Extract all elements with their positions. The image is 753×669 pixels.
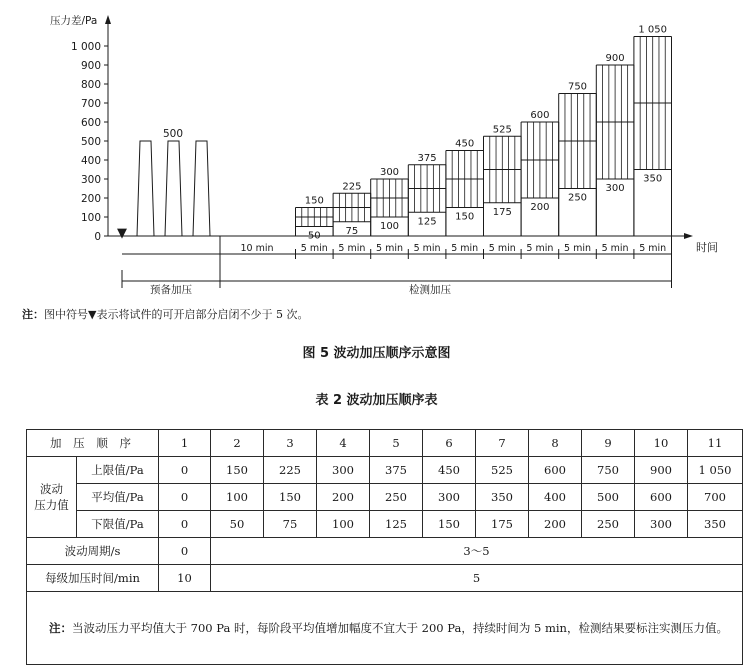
- step-cell: 10: [635, 430, 688, 457]
- upper-value-label: 150: [304, 195, 324, 207]
- table-row-mean: [27, 484, 743, 511]
- lower-value-label: 75: [345, 225, 359, 237]
- y-tick-label: 900: [80, 60, 101, 72]
- table-row-time: [27, 565, 743, 592]
- interval-label: 10 min: [240, 243, 274, 254]
- step-cell: 4: [317, 430, 370, 457]
- time-rest: 5: [211, 565, 743, 592]
- table-row-header: [27, 430, 743, 457]
- interval-label: 5 min: [300, 243, 328, 254]
- lower-value-label: 100: [379, 221, 400, 232]
- mean-cell: 350: [476, 484, 529, 511]
- note-text: 图中符号▼表示将试件的可开启部分启闭不少于 5 次。: [44, 308, 309, 321]
- upper-cell: 150: [211, 457, 264, 484]
- step-cell: 11: [688, 430, 743, 457]
- lower-value-label: 350: [643, 173, 663, 185]
- lower-cell: 0: [159, 511, 211, 538]
- lower-cell: 350: [688, 511, 743, 538]
- upper-cell: 1 050: [688, 457, 743, 484]
- y-tick-label: 0: [94, 231, 101, 243]
- upper-cell: 375: [370, 457, 423, 484]
- upper-cell: 600: [529, 457, 582, 484]
- mean-cell: 500: [582, 484, 635, 511]
- time-first: 10: [159, 565, 211, 592]
- lower-value-label: 50: [307, 230, 321, 242]
- table-note-text: 当波动压力平均值大于 700 Pa 时，每阶段平均值增加幅度不宜大于 200 Pa，持续时间为 5 min，检测结果要标注实测压力值。: [72, 621, 728, 635]
- upper-value-label: 375: [417, 152, 437, 164]
- open-close-marker: ▼: [117, 226, 127, 241]
- lower-value-label: 300: [605, 183, 625, 194]
- mean-cell: 400: [529, 484, 582, 511]
- group-label-line2: 压力值: [34, 498, 69, 512]
- y-axis-arrow: [105, 15, 111, 24]
- y-tick-label: 100: [80, 212, 101, 224]
- step-cell: 8: [529, 430, 582, 457]
- chart-axes: [50, 14, 718, 254]
- interval-label: 5 min: [601, 243, 629, 254]
- y-tick-label: 1 000: [70, 41, 101, 53]
- mean-cell: 600: [635, 484, 688, 511]
- interval-label: 5 min: [488, 243, 516, 254]
- upper-label: 上限值/Pa: [77, 457, 159, 484]
- upper-value-label: 600: [530, 110, 550, 121]
- lower-value-label: 150: [455, 211, 475, 223]
- table-note-label: 注：: [49, 621, 72, 635]
- table-row-upper: [27, 457, 743, 484]
- y-tick-label: 400: [80, 155, 101, 167]
- upper-cell: 225: [264, 457, 317, 484]
- y-tick-label: 200: [80, 193, 101, 205]
- mean-cell: 100: [211, 484, 264, 511]
- x-axis-label: 时间: [696, 241, 718, 254]
- lower-cell: 125: [370, 511, 423, 538]
- step-cell: 3: [264, 430, 317, 457]
- y-tick-label: 300: [80, 174, 101, 186]
- pre-pressure-pulse: [137, 141, 154, 236]
- upper-cell: 450: [423, 457, 476, 484]
- interval-label: 5 min: [413, 243, 441, 254]
- upper-value-label: 900: [605, 53, 625, 64]
- lower-value-label: 125: [417, 216, 437, 228]
- x-axis-arrow: [684, 233, 693, 239]
- pre-pressure-label: 500: [162, 128, 184, 140]
- y-tick-label: 600: [80, 117, 101, 129]
- step-cell: 9: [582, 430, 635, 457]
- upper-cell: 900: [635, 457, 688, 484]
- time-intervals: [122, 236, 672, 296]
- period-first: 0: [159, 538, 211, 565]
- group-label: [27, 457, 77, 538]
- pressure-sequence-table: [26, 429, 743, 665]
- pressure-sequence-chart: [0, 0, 753, 300]
- interval-label: 5 min: [451, 243, 479, 254]
- lower-cell: 250: [582, 511, 635, 538]
- pre-pressure-pulse: [193, 141, 210, 236]
- lower-cell: 75: [264, 511, 317, 538]
- lower-cell: 100: [317, 511, 370, 538]
- pre-stage-label: 预备加压: [150, 284, 192, 296]
- table-caption: 表 2 波动加压顺序表: [315, 393, 438, 408]
- y-tick-label: 800: [80, 79, 101, 91]
- mean-label: 平均值/Pa: [77, 484, 159, 511]
- step-cell: 7: [476, 430, 529, 457]
- header-label: 加 压 顺 序: [27, 430, 159, 457]
- time-label: 每级加压时间/min: [27, 565, 159, 592]
- upper-value-label: 225: [342, 181, 362, 193]
- lower-cell: 300: [635, 511, 688, 538]
- interval-label: 5 min: [564, 243, 591, 254]
- upper-value-label: 1 050: [638, 24, 668, 36]
- step-cell: 5: [370, 430, 423, 457]
- upper-value-label: 525: [492, 124, 512, 136]
- lower-cell: 175: [476, 511, 529, 538]
- lower-cell: 150: [423, 511, 476, 538]
- upper-cell: 0: [159, 457, 211, 484]
- pressure-steps: [296, 25, 672, 242]
- upper-cell: 750: [582, 457, 635, 484]
- upper-cell: 525: [476, 457, 529, 484]
- step-cell: 2: [211, 430, 264, 457]
- mean-cell: 200: [317, 484, 370, 511]
- table-row-lower: [27, 511, 743, 538]
- mean-cell: 300: [423, 484, 476, 511]
- step-cell: 1: [159, 430, 211, 457]
- y-tick-label: 500: [80, 136, 101, 148]
- step-cell: 6: [423, 430, 476, 457]
- lower-value-label: 250: [567, 192, 588, 204]
- upper-cell: 300: [317, 457, 370, 484]
- mean-cell: 700: [688, 484, 743, 511]
- mean-cell: 250: [370, 484, 423, 511]
- figure-caption: 图 5 波动加压顺序示意图: [302, 346, 451, 361]
- interval-label: 5 min: [526, 243, 554, 254]
- table-row-period: [27, 538, 743, 565]
- note-label: 注：: [22, 308, 44, 321]
- lower-cell: 50: [211, 511, 264, 538]
- interval-label: 5 min: [639, 243, 667, 254]
- figure-note: [22, 306, 308, 322]
- lower-label: 下限值/Pa: [77, 511, 159, 538]
- table-row-note: [27, 592, 743, 665]
- mean-cell: 0: [159, 484, 211, 511]
- period-rest: 3～5: [211, 538, 743, 565]
- group-label-line1: 波动: [40, 482, 63, 496]
- mean-cell: 150: [264, 484, 317, 511]
- lower-value-label: 175: [492, 206, 512, 218]
- test-stage-label: 检测加压: [409, 284, 451, 296]
- table-note: [27, 592, 743, 665]
- y-tick-label: 700: [80, 98, 101, 110]
- y-axis-label: 压力差/Pa: [50, 15, 98, 27]
- upper-value-label: 450: [455, 138, 475, 150]
- upper-value-label: 300: [379, 167, 400, 178]
- pre-pressure-pulse: [165, 141, 182, 236]
- lower-cell: 200: [529, 511, 582, 538]
- interval-label: 5 min: [338, 243, 366, 254]
- lower-value-label: 200: [530, 202, 550, 213]
- upper-value-label: 750: [567, 81, 588, 93]
- period-label: 波动周期/s: [27, 538, 159, 565]
- interval-label: 5 min: [376, 243, 403, 254]
- pre-pressure-group: [117, 128, 210, 241]
